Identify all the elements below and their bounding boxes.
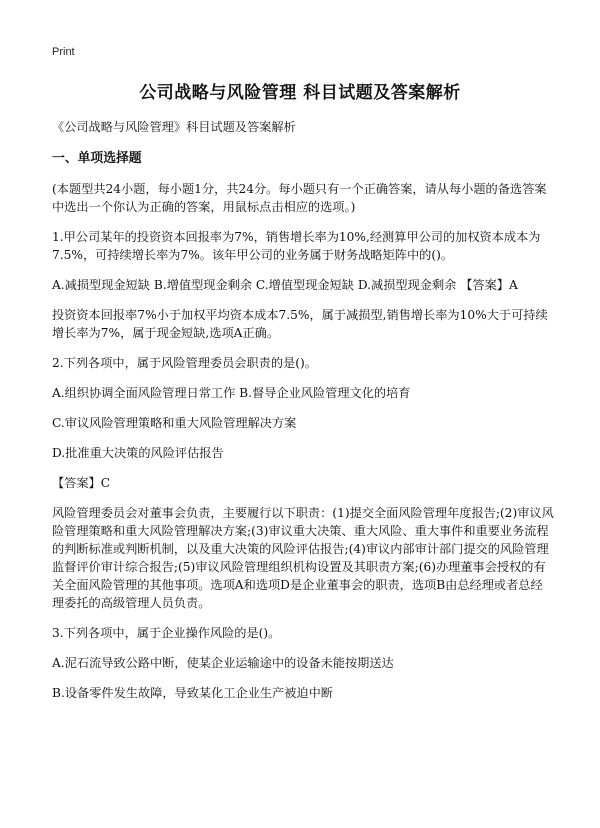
question-1: 1.甲公司某年的投资资本回报率为7%，销售增长率为10%,经测算甲公司的加权资本成本为7.5%，可持续增长率为7%。该年甲公司的业务属于财务战略矩阵中的()。 xyxy=(52,230,541,262)
question-2: 2.下列各项中，属于风险管理委员会职责的是()。 xyxy=(52,356,317,370)
question-1-options-answer: A.减损型现金短缺 B.增值型现金剩余 C.增值型现金短缺 D.减损型现金剩余 【答案】A xyxy=(52,278,518,292)
question-3-option-b: B.设备零件发生故障，导致某化工企业生产被迫中断 xyxy=(52,686,333,700)
question-3: 3.下列各项中，属于企业操作风险的是()。 xyxy=(52,626,281,640)
question-1-explanation: 投资资本回报率7%小于加权平均资本成本7.5%，属于减损型,销售增长率为10%大于可持续增长率为7%，属于现金短缺,选项A正确。 xyxy=(52,308,548,340)
question-2-option-c: C.审议风险管理策略和重大风险管理解决方案 xyxy=(52,416,297,430)
document-subtitle: 《公司战略与风险管理》科目试题及答案解析 xyxy=(52,120,296,134)
question-2-answer: 【答案】C xyxy=(52,476,111,490)
section-heading: 一、单项选择题 xyxy=(52,151,142,166)
document-body xyxy=(52,118,554,714)
question-2-option-d: D.批准重大决策的风险评估报告 xyxy=(52,446,224,460)
question-3-option-a: A.泥石流导致公路中断，使某企业运输途中的设备未能按期送达 xyxy=(52,656,394,670)
instructions-paragraph: (本题型共24小题，每小题1分，共24分。每小题只有一个正确答案，请从每小题的备选答案中选出一个你认为正确的答案，用鼠标点击相应的选项。) xyxy=(52,182,547,214)
document-title: 公司战略与风险管理 科目试题及答案解析 xyxy=(139,83,461,103)
question-2-option-ab: A.组织协调全面风险管理日常工作 B.督导企业风险管理文化的培育 xyxy=(52,386,411,400)
question-2-explanation: 风险管理委员会对董事会负责，主要履行以下职责：(1)提交全面风险管理年度报告;(2)审议风险管理策略和重大风险管理解决方案;(3)审议重大决策、重大风险、重大事件和重要业务流程的判断标准或判断机制，以及重大决策的风险评估报告;(4)审议内部审计部门提交的风险管理监督评价审计综合报告;(5)审议风险管理组织机构设置及其职责方案;(6)办理董事会授权的有关全面风险管理的其他事项。选项A和选项D是企业董事会的职责，选项B由总经理或者总经理委托的高级管理人员负责。 xyxy=(52,506,554,610)
print-label[interactable]: Print xyxy=(52,46,75,58)
